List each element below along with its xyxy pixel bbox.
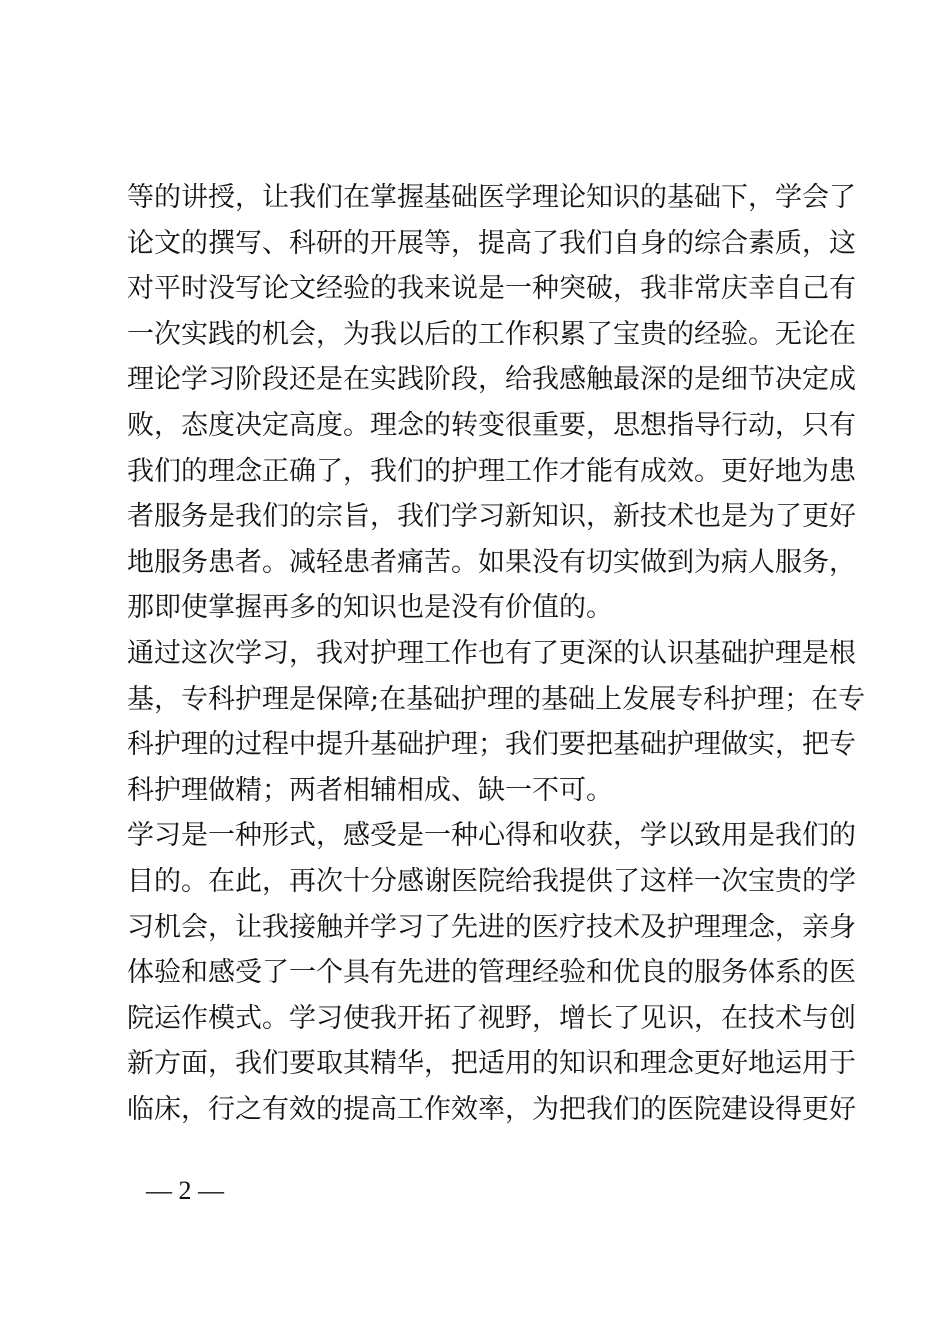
text-line: 院运作模式。学习使我开拓了视野，增长了见识，在技术与创 xyxy=(127,1002,856,1034)
text-line: 学习是一种形式，感受是一种心得和收获，学以致用是我们的 xyxy=(127,820,856,852)
text-line: 地服务患者。减轻患者痛苦。如果没有切实做到为病人服务， xyxy=(127,546,856,578)
text-line: 目的。在此，再次十分感谢医院给我提供了这样一次宝贵的学 xyxy=(127,866,856,897)
text-line: 我们的理念正确了，我们的护理工作才能有成效。更好地为患 xyxy=(127,455,856,487)
text-line: 对平时没写论文经验的我来说是一种突破，我非常庆幸自己有 xyxy=(127,273,856,305)
text-line: 新方面，我们要取其精华，把适用的知识和理念更好地运用于 xyxy=(127,1048,856,1080)
text-line: 者服务是我们的宗旨，我们学习新知识，新技术也是为了更好 xyxy=(127,501,856,533)
text-line: 通过这次学习，我对护理工作也有了更深的认识基础护理是根 xyxy=(127,638,856,669)
text-line: 科护理的过程中提升基础护理；我们要把基础护理做实，把专 xyxy=(127,729,856,761)
text-line: 败，态度决定高度。理念的转变很重要，思想指导行动，只有 xyxy=(127,410,856,441)
text-line: 理论学习阶段还是在实践阶段，给我感触最深的是细节决定成 xyxy=(127,364,856,396)
text-line: 一次实践的机会，为我以后的工作积累了宝贵的经验。无论在 xyxy=(127,318,856,350)
text-line: 科护理做精；两者相辅相成、缺一不可。 xyxy=(127,774,613,806)
text-line: 体验和感受了一个具有先进的管理经验和优良的服务体系的医 xyxy=(127,957,856,989)
text-line: 论文的撰写、科研的开展等，提高了我们自身的综合素质，这 xyxy=(127,227,856,259)
text-line: 基，专科护理是保障;在基础护理的基础上发展专科护理；在专 xyxy=(127,683,866,715)
text-line: 习机会，让我接触并学习了先进的医疗技术及护理理念，亲身 xyxy=(127,911,856,943)
text-line: 那即使掌握再多的知识也是没有价值的。 xyxy=(127,592,613,624)
page-number: — 2 — xyxy=(146,1176,224,1205)
text-line: 临床，行之有效的提高工作效率，为把我们的医院建设得更好 xyxy=(127,1094,856,1125)
text-line: 等的讲授，让我们在掌握基础医学理论知识的基础下，学会了 xyxy=(127,182,856,213)
